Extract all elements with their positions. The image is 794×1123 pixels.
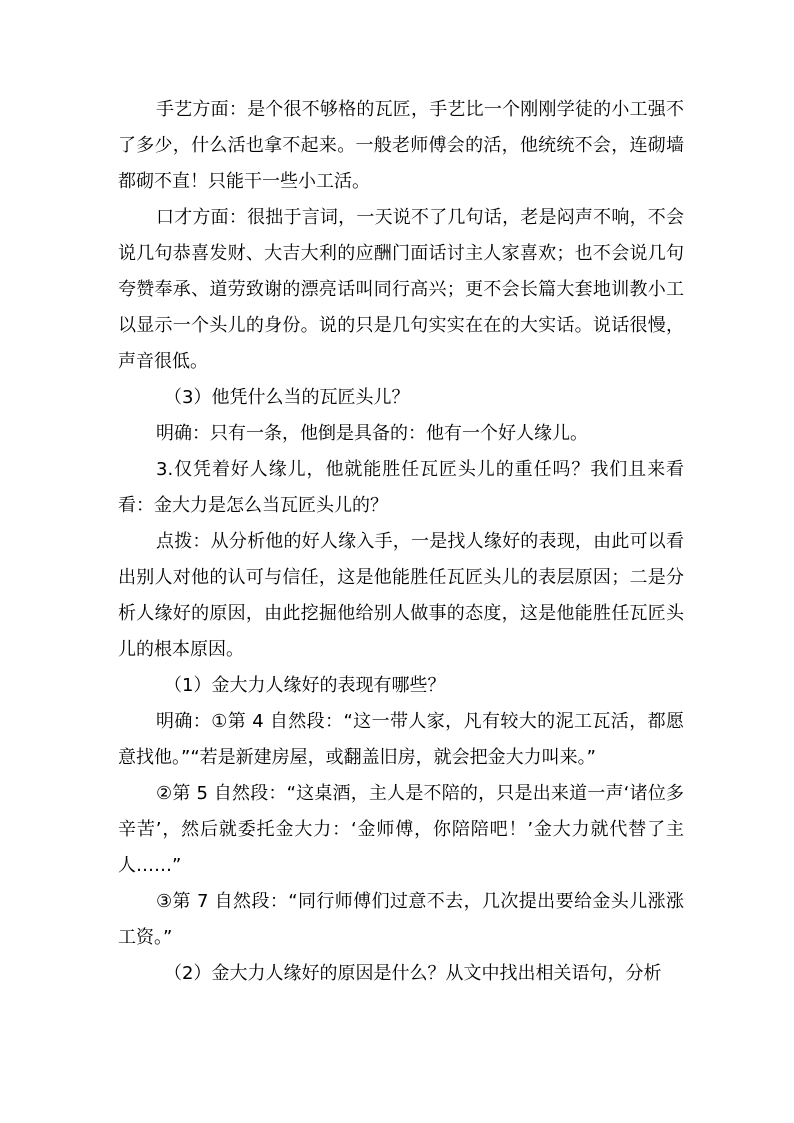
answer-paragraph-7-quote: ③第 7 自然段：“同行师傅们过意不去，几次提出要给金头儿涨涨工资。”: [118, 891, 684, 948]
paragraph-speech-ability: 口才方面：很拙于言词，一天说不了几句话，老是闷声不响，不会说几句恭喜发财、大吉大利的应酬门面话讨主人家喜欢；也不会说几句夸赞奉承、道劳致谢的漂亮话叫同行高兴；更不会长篇大套地训教小工以显示一个头儿的身份。说的只是几句实实在在的大实话。说话很慢，声音很低。: [118, 207, 684, 372]
answer-good-relations: 明确：只有一条，他倒是具备的：他有一个好人缘儿。: [156, 423, 588, 444]
paragraph-craft-skill: 手艺方面：是个很不够格的瓦匠，手艺比一个刚刚学徒的小工强不了多少，什么活也拿不起来。一般老师傅会的活，他统统不会，连砌墙都砌不直！只能干一些小工活。: [118, 99, 684, 192]
subquestion-1-heading: （1）金大力人缘好的表现有哪些？: [164, 675, 446, 696]
question-3-heading: （3）他凭什么当的瓦匠头儿？: [164, 387, 410, 408]
document-body: [118, 92, 684, 992]
subquestion-2-heading: （2）金大力人缘好的原因是什么？从文中找出相关语句，分析: [164, 963, 662, 984]
guidance-paragraph: 点拨：从分析他的好人缘入手，一是找人缘好的表现，由此可以看出别人对他的认可与信任，这是他能胜任瓦匠头儿的表层原因；二是分析人缘好的原因，由此挖掘他给别人做事的态度，这是他能胜任瓦匠头儿的根本原因。: [118, 531, 684, 660]
section-3-question: 3.仅凭着好人缘儿，他就能胜任瓦匠头儿的重任吗？我们且来看看：金大力是怎么当瓦匠头儿的？: [118, 459, 684, 516]
answer-paragraph-4-quote: 明确：①第 4 自然段：“这一带人家，凡有较大的泥工瓦活，都愿意找他。”“若是新建房屋，或翻盖旧房，就会把金大力叫来。”: [118, 711, 684, 768]
answer-paragraph-5-quote: ②第 5 自然段：“这桌酒，主人是不陪的，只是出来道一声‘诸位多辛苦’，然后就委托金大力：‘金师傅，你陪陪吧！’金大力就代替了主人……”: [118, 783, 684, 876]
